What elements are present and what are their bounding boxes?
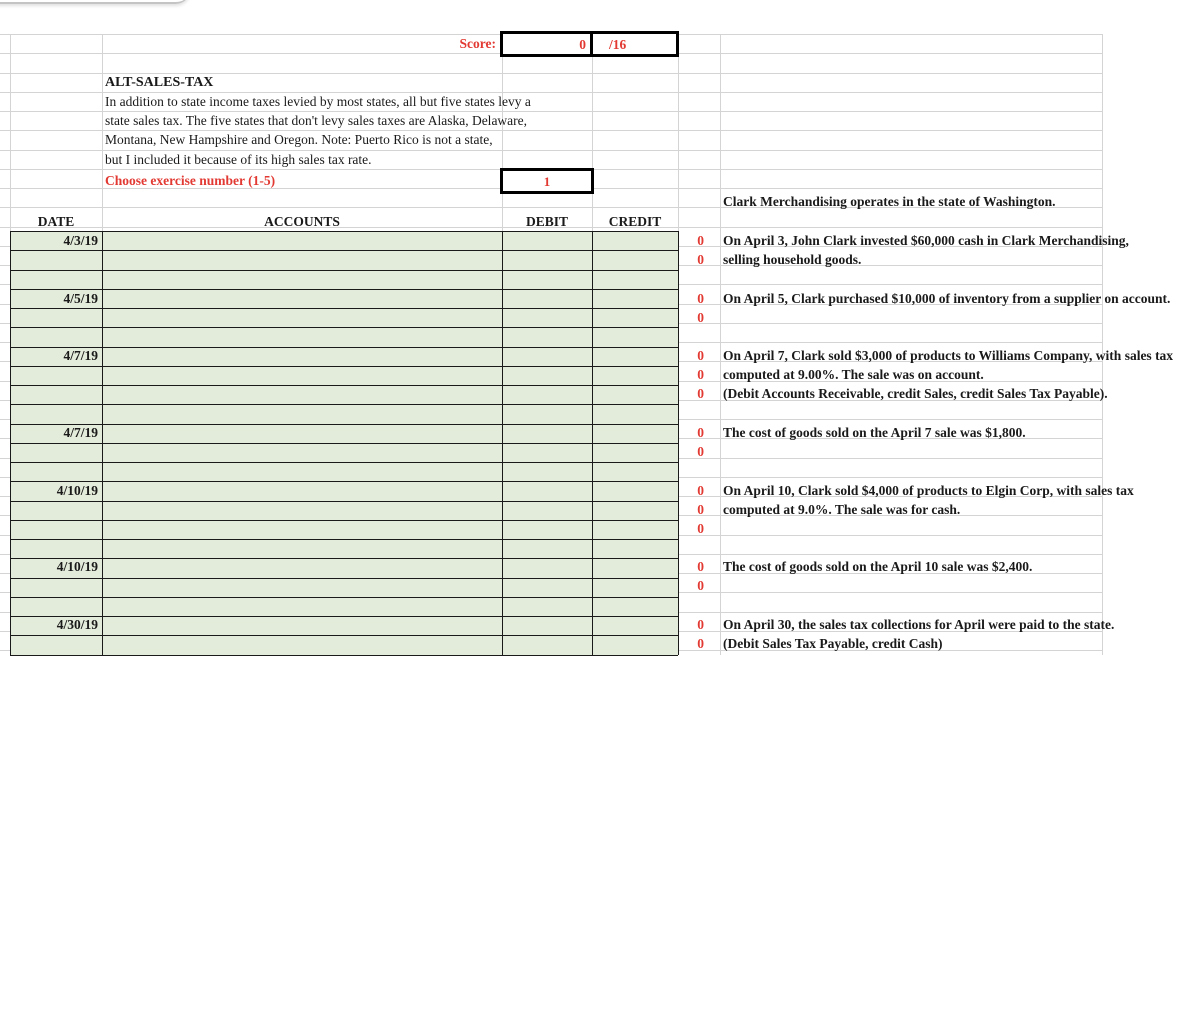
journal-row-line: [10, 616, 678, 617]
score-value: 0: [579, 37, 586, 52]
journal-row-line: [10, 250, 678, 251]
journal-row-line: [10, 578, 678, 579]
journal-row-line: [10, 443, 678, 444]
transaction-description: On April 30, the sales tax collections for April were paid to the state.: [723, 617, 1115, 632]
journal-row-line: [10, 655, 678, 656]
transaction-description: (Debit Accounts Receivable, credit Sales, credit Sales Tax Payable).: [723, 386, 1108, 401]
intro-line-4: but I included it because of its high sales tax rate.: [105, 152, 372, 167]
intro-line-2: state sales tax. The five states that don't levy sales taxes are Alaska, Delaware,: [105, 113, 528, 128]
journal-row-line: [10, 327, 678, 328]
row-check-mark: 0: [697, 233, 704, 248]
choose-exercise-label: Choose exercise number (1-5): [105, 173, 276, 188]
intro-line-1: In addition to state income taxes levied by most states, all but five states levy a: [105, 94, 531, 109]
score-max: /16: [609, 37, 627, 52]
journal-row-line: [10, 289, 678, 290]
transaction-description: (Debit Sales Tax Payable, credit Cash): [723, 636, 943, 651]
row-check-mark: 0: [697, 386, 704, 401]
journal-row-line: [10, 520, 678, 521]
entry-date: 4/7/19: [63, 348, 98, 363]
journal-row-line: [10, 404, 678, 405]
header-credit: CREDIT: [608, 214, 662, 229]
transaction-description: The cost of goods sold on the April 10 sale was $2,400.: [723, 559, 1033, 574]
journal-row-line: [10, 366, 678, 367]
exercise-title: ALT-SALES-TAX: [105, 75, 214, 90]
transaction-description: On April 7, Clark sold $3,000 of products to Williams Company, with sales tax: [723, 348, 1174, 363]
entry-date: 4/10/19: [56, 559, 98, 574]
row-check-mark: 0: [697, 578, 704, 593]
grid-col-line: [720, 34, 721, 655]
journal-row-line: [10, 270, 678, 271]
score-label: Score:: [459, 36, 496, 51]
row-check-mark: 0: [697, 425, 704, 440]
score-max-box: [590, 31, 679, 57]
journal-row-line: [10, 385, 678, 386]
row-check-mark: 0: [697, 502, 704, 517]
row-check-mark: 0: [697, 367, 704, 382]
journal-row-line: [10, 597, 678, 598]
transaction-description: On April 10, Clark sold $4,000 of products to Elgin Corp, with sales tax: [723, 483, 1134, 498]
transaction-description: The cost of goods sold on the April 7 sale was $1,800.: [723, 425, 1026, 440]
transaction-description: On April 3, John Clark invested $60,000 cash in Clark Merchandising,: [723, 233, 1129, 248]
row-check-mark: 0: [697, 559, 704, 574]
journal-row-line: [10, 347, 678, 348]
journal-row-line: [10, 558, 678, 559]
row-check-mark: 0: [697, 444, 704, 459]
entry-date: 4/3/19: [63, 233, 98, 248]
journal-col-line: [592, 231, 593, 655]
transaction-description: On April 5, Clark purchased $10,000 of inventory from a supplier on account.: [723, 291, 1171, 306]
journal-row-line: [10, 462, 678, 463]
entry-date: 4/5/19: [63, 291, 98, 306]
row-check-mark: 0: [697, 617, 704, 632]
row-check-mark: 0: [697, 291, 704, 306]
journal-row-line: [10, 539, 678, 540]
entry-date: 4/30/19: [56, 617, 98, 632]
row-check-mark: 0: [697, 348, 704, 363]
grid-col-line: [1102, 34, 1103, 655]
header-date: DATE: [37, 214, 75, 229]
top-tab-edge: [0, 0, 190, 4]
transaction-description: selling household goods.: [723, 252, 862, 267]
exercise-number-value: 1: [543, 174, 551, 189]
company-note: Clark Merchandising operates in the state of Washington.: [723, 194, 1056, 209]
row-check-mark: 0: [697, 310, 704, 325]
entry-date: 4/7/19: [63, 425, 98, 440]
journal-row-line: [10, 501, 678, 502]
row-check-mark: 0: [697, 636, 704, 651]
journal-row-line: [10, 481, 678, 482]
journal-row-line: [10, 635, 678, 636]
journal-col-line: [502, 231, 503, 655]
journal-col-line: [102, 231, 103, 655]
exercise-number-input[interactable]: [500, 168, 594, 194]
row-check-mark: 0: [697, 521, 704, 536]
intro-line-3: Montana, New Hampshire and Oregon. Note: Puerto Rico is not a state,: [105, 132, 493, 147]
transaction-description: computed at 9.00%. The sale was on account.: [723, 367, 984, 382]
row-check-mark: 0: [697, 252, 704, 267]
header-accounts: ACCOUNTS: [264, 214, 340, 229]
header-debit: DEBIT: [525, 214, 569, 229]
transaction-description: computed at 9.0%. The sale was for cash.: [723, 502, 961, 517]
row-check-mark: 0: [697, 483, 704, 498]
entry-date: 4/10/19: [56, 483, 98, 498]
journal-row-line: [10, 231, 678, 232]
journal-row-line: [10, 308, 678, 309]
score-value-box: [500, 31, 593, 57]
journal-row-line: [10, 424, 678, 425]
